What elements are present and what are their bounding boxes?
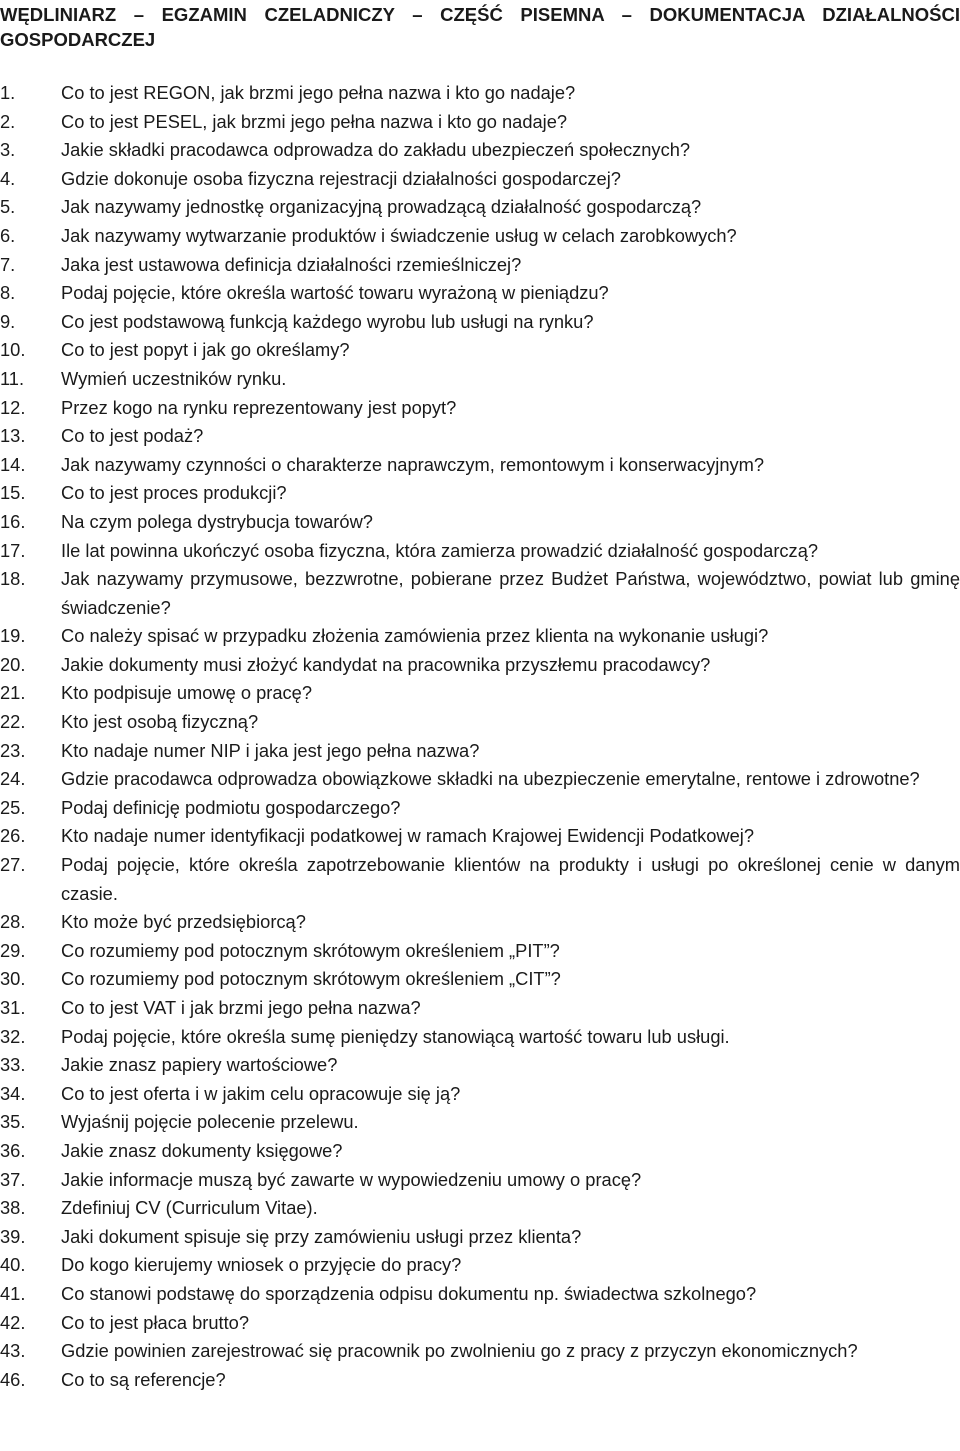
question-item xyxy=(0,165,960,194)
question-item xyxy=(0,422,960,451)
question-number: 17. xyxy=(0,539,26,561)
question-text: Co to jest płaca brutto? xyxy=(61,1311,249,1333)
question-number: 34. xyxy=(0,1082,26,1104)
question-number: 1. xyxy=(0,82,16,103)
question-text: Podaj pojęcie, które określa sumę pieniędzy stanowiącą wartość towaru lub usługi. xyxy=(61,1025,730,1047)
question-text: Zdefiniuj CV (Curriculum Vitae). xyxy=(61,1197,318,1219)
question-item xyxy=(0,1108,960,1137)
question-number: 43. xyxy=(0,1340,26,1362)
question-number: 28. xyxy=(0,911,26,933)
question-text: Co to jest REGON, jak brzmi jego pełna nazwa i kto go nadaje? xyxy=(61,82,576,103)
question-text: Co to jest podaż? xyxy=(61,425,204,447)
question-number: 19. xyxy=(0,625,26,647)
question-item xyxy=(0,279,960,308)
question-number: 37. xyxy=(0,1168,26,1190)
question-text: Co stanowi podstawę do sporządzenia odpisu dokumentu np. świadectwa szkolnego? xyxy=(61,1282,757,1304)
question-text: Co rozumiemy pod potocznym skrótowym określeniem „CIT”? xyxy=(61,968,561,990)
question-number: 22. xyxy=(0,711,26,733)
question-number: 39. xyxy=(0,1225,26,1247)
question-text: Gdzie dokonuje osoba fizyczna rejestracji działalności gospodarczej? xyxy=(61,167,621,189)
question-text: Jakie znasz dokumenty księgowe? xyxy=(61,1139,343,1161)
question-number: 21. xyxy=(0,682,26,704)
question-item xyxy=(0,1280,960,1309)
question-number: 35. xyxy=(0,1111,26,1133)
question-item xyxy=(0,851,960,908)
question-number: 11. xyxy=(0,367,25,389)
question-item xyxy=(0,365,960,394)
question-text: Na czym polega dystrybucja towarów? xyxy=(61,510,373,532)
question-text: Jakie informacje muszą być zawarte w wypowiedzeniu umowy o pracę? xyxy=(61,1168,642,1190)
question-item xyxy=(0,108,960,137)
question-text: Do kogo kierujemy wniosek o przyjęcie do pracy? xyxy=(61,1254,462,1276)
question-number: 10. xyxy=(0,339,26,361)
document-title-continuation: GOSPODARCZEJ xyxy=(0,29,156,50)
question-item xyxy=(0,1080,960,1109)
question-number: 7. xyxy=(0,253,16,275)
question-text: Gdzie powinien zarejestrować się pracownik po zwolnieniu go z pracy z przyczyn ekonomicznych? xyxy=(61,1340,858,1362)
question-text: Kto nadaje numer NIP i jaka jest jego pełna nazwa? xyxy=(61,739,480,761)
question-item xyxy=(0,537,960,566)
question-item xyxy=(0,994,960,1023)
question-number: 12. xyxy=(0,396,26,418)
question-number: 30. xyxy=(0,968,26,990)
question-text: Wymień uczestników rynku. xyxy=(61,367,287,389)
question-number: 4. xyxy=(0,167,16,189)
question-text: Jaki dokument spisuje się przy zamówieniu usługi przez klienta? xyxy=(61,1225,582,1247)
question-item xyxy=(0,765,960,794)
question-text: Jak nazywamy wytwarzanie produktów i świadczenie usług w celach zarobkowych? xyxy=(61,224,737,246)
question-text: Co to jest proces produkcji? xyxy=(61,482,287,504)
question-text: Podaj pojęcie, które określa zapotrzebowanie klientów na produkty i usługi po określonej cenie w danym czasie. xyxy=(61,854,960,904)
question-item xyxy=(0,1194,960,1223)
question-item xyxy=(0,937,960,966)
question-list xyxy=(0,79,960,1394)
question-item xyxy=(0,222,960,251)
question-text: Kto podpisuje umowę o pracę? xyxy=(61,682,313,704)
question-item xyxy=(0,651,960,680)
question-item xyxy=(0,193,960,222)
question-text: Co to jest PESEL, jak brzmi jego pełna nazwa i kto go nadaje? xyxy=(61,110,568,132)
question-text: Kto może być przedsiębiorcą? xyxy=(61,911,306,933)
question-number: 8. xyxy=(0,282,16,304)
question-number: 41. xyxy=(0,1282,26,1304)
question-number: 32. xyxy=(0,1025,26,1047)
question-text: Co jest podstawową funkcją każdego wyrobu lub usługi na rynku? xyxy=(61,310,594,332)
question-number: 42. xyxy=(0,1311,26,1333)
question-text: Podaj definicję podmiotu gospodarczego? xyxy=(61,796,401,818)
question-text: Kto jest osobą fizyczną? xyxy=(61,711,259,733)
question-item xyxy=(0,136,960,165)
question-text: Co to jest oferta i w jakim celu opracowuje się ją? xyxy=(61,1082,461,1104)
question-number: 20. xyxy=(0,653,26,675)
question-item xyxy=(0,1223,960,1252)
question-number: 6. xyxy=(0,224,16,246)
question-text: Jaka jest ustawowa definicja działalności rzemieślniczej? xyxy=(61,253,522,275)
question-number: 3. xyxy=(0,139,16,161)
question-number: 31. xyxy=(0,997,26,1018)
question-item xyxy=(0,1137,960,1166)
question-item xyxy=(0,1366,960,1395)
question-text: Co należy spisać w przypadku złożenia zamówienia przez klienta na wykonanie usługi? xyxy=(61,625,769,647)
question-item xyxy=(0,908,960,937)
question-item xyxy=(0,622,960,651)
question-item xyxy=(0,822,960,851)
question-item xyxy=(0,565,960,622)
question-number: 16. xyxy=(0,510,26,532)
question-item xyxy=(0,1166,960,1195)
question-number: 5. xyxy=(0,196,16,218)
question-text: Ile lat powinna ukończyć osoba fizyczna, która zamierza prowadzić działalność gospodarczą? xyxy=(61,539,819,561)
question-item xyxy=(0,508,960,537)
question-item xyxy=(0,336,960,365)
question-item xyxy=(0,251,960,280)
question-number: 18. xyxy=(0,568,26,590)
question-number: 25. xyxy=(0,796,26,818)
question-text: Jak nazywamy przymusowe, bezzwrotne, pobierane przez Budżet Państwa, województwo, powiat lub gminę świadczenie? xyxy=(61,568,960,618)
question-item xyxy=(0,1023,960,1052)
question-text: Podaj pojęcie, które określa wartość towaru wyrażoną w pieniądzu? xyxy=(61,282,609,304)
question-number: 23. xyxy=(0,739,26,761)
document-title: WĘDLINIARZ – EGZAMIN CZELADNICZY – CZĘŚĆ PISEMNA – DOKUMENTACJA DZIAŁALNOŚCI xyxy=(0,4,960,25)
question-number: 14. xyxy=(0,453,26,475)
question-number: 38. xyxy=(0,1197,26,1219)
question-item xyxy=(0,79,960,108)
question-text: Jak nazywamy czynności o charakterze naprawczym, remontowym i konserwacyjnym? xyxy=(61,453,765,475)
question-item xyxy=(0,394,960,423)
question-text: Gdzie pracodawca odprowadza obowiązkowe składki na ubezpieczenie emerytalne, rentowe i zdrowotne? xyxy=(61,768,920,790)
question-text: Przez kogo na rynku reprezentowany jest popyt? xyxy=(61,396,457,418)
question-number: 33. xyxy=(0,1054,26,1076)
question-item xyxy=(0,708,960,737)
question-text: Co to jest VAT i jak brzmi jego pełna nazwa? xyxy=(61,997,421,1018)
question-item xyxy=(0,794,960,823)
question-number: 36. xyxy=(0,1139,26,1161)
question-text: Wyjaśnij pojęcie polecenie przelewu. xyxy=(61,1111,359,1133)
question-text: Co rozumiemy pod potocznym skrótowym określeniem „PIT”? xyxy=(61,939,560,961)
question-item xyxy=(0,1309,960,1338)
question-item xyxy=(0,479,960,508)
question-text: Jakie składki pracodawca odprowadza do zakładu ubezpieczeń społecznych? xyxy=(61,139,691,161)
question-text: Kto nadaje numer identyfikacji podatkowej w ramach Krajowej Ewidencji Podatkowej? xyxy=(61,825,755,847)
question-item xyxy=(0,1251,960,1280)
question-item xyxy=(0,737,960,766)
question-text: Co to są referencje? xyxy=(61,1368,226,1390)
question-text: Jak nazywamy jednostkę organizacyjną prowadzącą działalność gospodarczą? xyxy=(61,196,702,218)
question-number: 26. xyxy=(0,825,26,847)
question-number: 13. xyxy=(0,425,26,447)
question-item xyxy=(0,308,960,337)
question-item xyxy=(0,451,960,480)
question-number: 2. xyxy=(0,110,16,132)
question-item xyxy=(0,679,960,708)
question-number: 46. xyxy=(0,1368,26,1390)
question-number: 29. xyxy=(0,939,26,961)
question-item xyxy=(0,1337,960,1366)
question-item xyxy=(0,1051,960,1080)
question-number: 40. xyxy=(0,1254,26,1276)
question-number: 24. xyxy=(0,768,26,790)
question-number: 15. xyxy=(0,482,26,504)
question-number: 9. xyxy=(0,310,16,332)
question-text: Jakie znasz papiery wartościowe? xyxy=(61,1054,338,1076)
question-text: Co to jest popyt i jak go określamy? xyxy=(61,339,350,361)
question-item xyxy=(0,965,960,994)
question-number: 27. xyxy=(0,854,26,876)
question-text: Jakie dokumenty musi złożyć kandydat na pracownika przyszłemu pracodawcy? xyxy=(61,653,711,675)
